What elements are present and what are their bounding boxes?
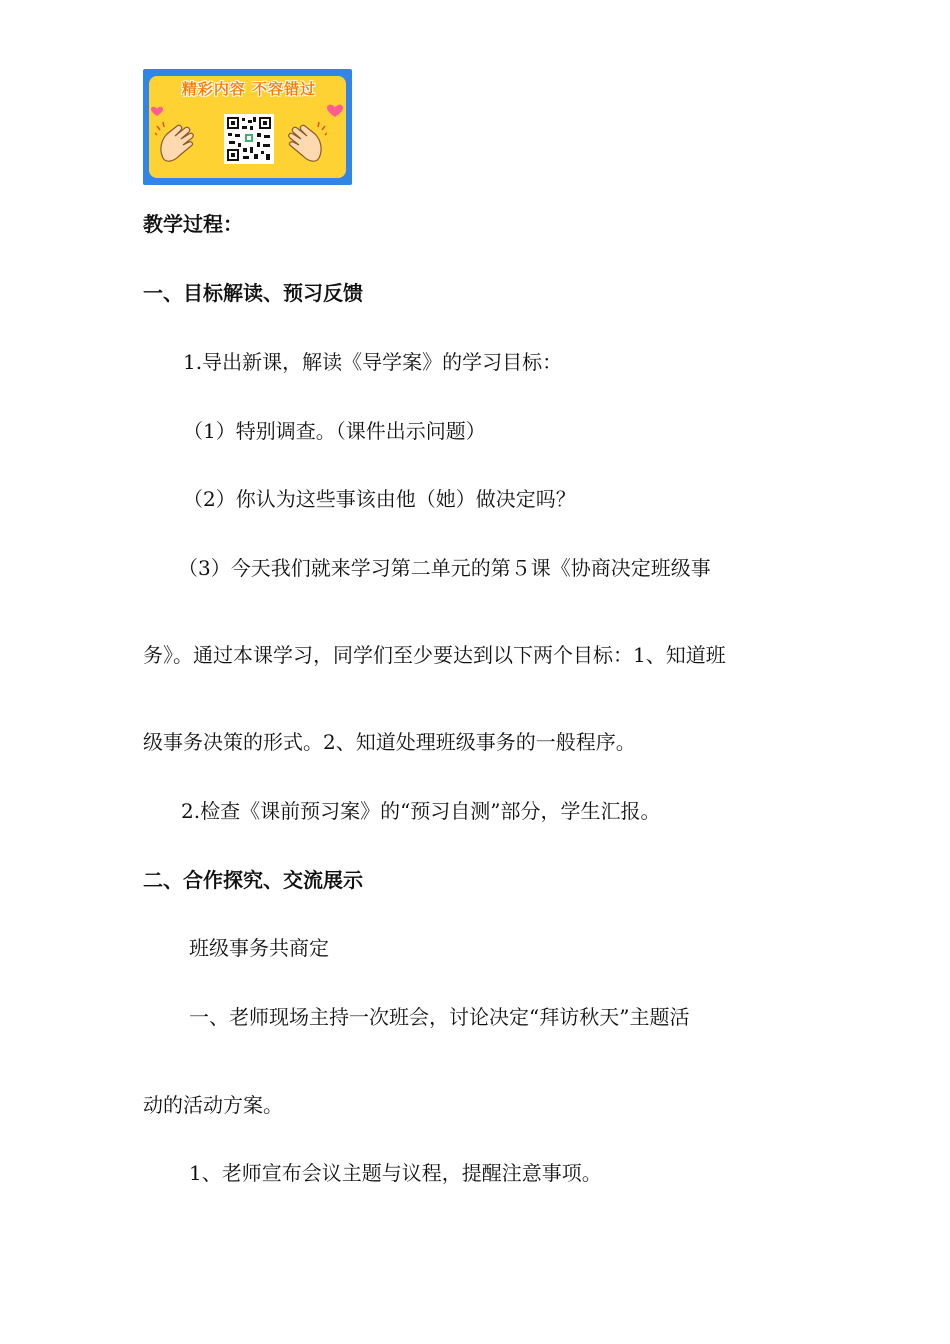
paragraph-4-line-1: （3）今天我们就来学习第二单元的第５课《协商决定班级事 [178, 556, 711, 580]
paragraph-6: 班级事务共商定 [189, 936, 329, 960]
paragraph-2: （1）特别调查。（课件出示问题） [183, 419, 486, 443]
paragraph-4-line-3: 级事务决策的形式。2、知道处理班级事务的一般程序。 [143, 730, 636, 754]
promo-banner[interactable] [143, 69, 352, 185]
paragraph-8: 1、老师宣布会议主题与议程，提醒注意事项。 [189, 1161, 602, 1185]
paragraph-7-line-2: 动的活动方案。 [143, 1093, 283, 1117]
clapping-hands-icon [155, 120, 199, 168]
document-heading: 教学过程： [143, 212, 243, 236]
heart-icon [327, 104, 343, 118]
promo-banner-panel [149, 76, 346, 178]
section-title-1: 一、目标解读、预习反馈 [143, 281, 363, 305]
section-title-2: 二、合作探究、交流展示 [143, 868, 363, 892]
clapping-hands-icon [283, 120, 327, 168]
paragraph-3: （2）你认为这些事该由他（她）做决定吗？ [183, 487, 576, 511]
heart-icon [151, 106, 163, 117]
promo-banner-text: 精彩内容 不容错过 [181, 80, 317, 98]
paragraph-4-line-2: 务》。通过本课学习，同学们至少要达到以下两个目标：1、知道班 [143, 643, 726, 667]
qr-code-icon[interactable] [224, 114, 274, 164]
paragraph-5: 2.检查《课前预习案》的“预习自测”部分，学生汇报。 [181, 799, 661, 823]
paragraph-7-line-1: 一、老师现场主持一次班会，讨论决定“拜访秋天”主题活 [189, 1005, 690, 1029]
paragraph-1: 1.导出新课，解读《导学案》的学习目标： [183, 350, 563, 374]
